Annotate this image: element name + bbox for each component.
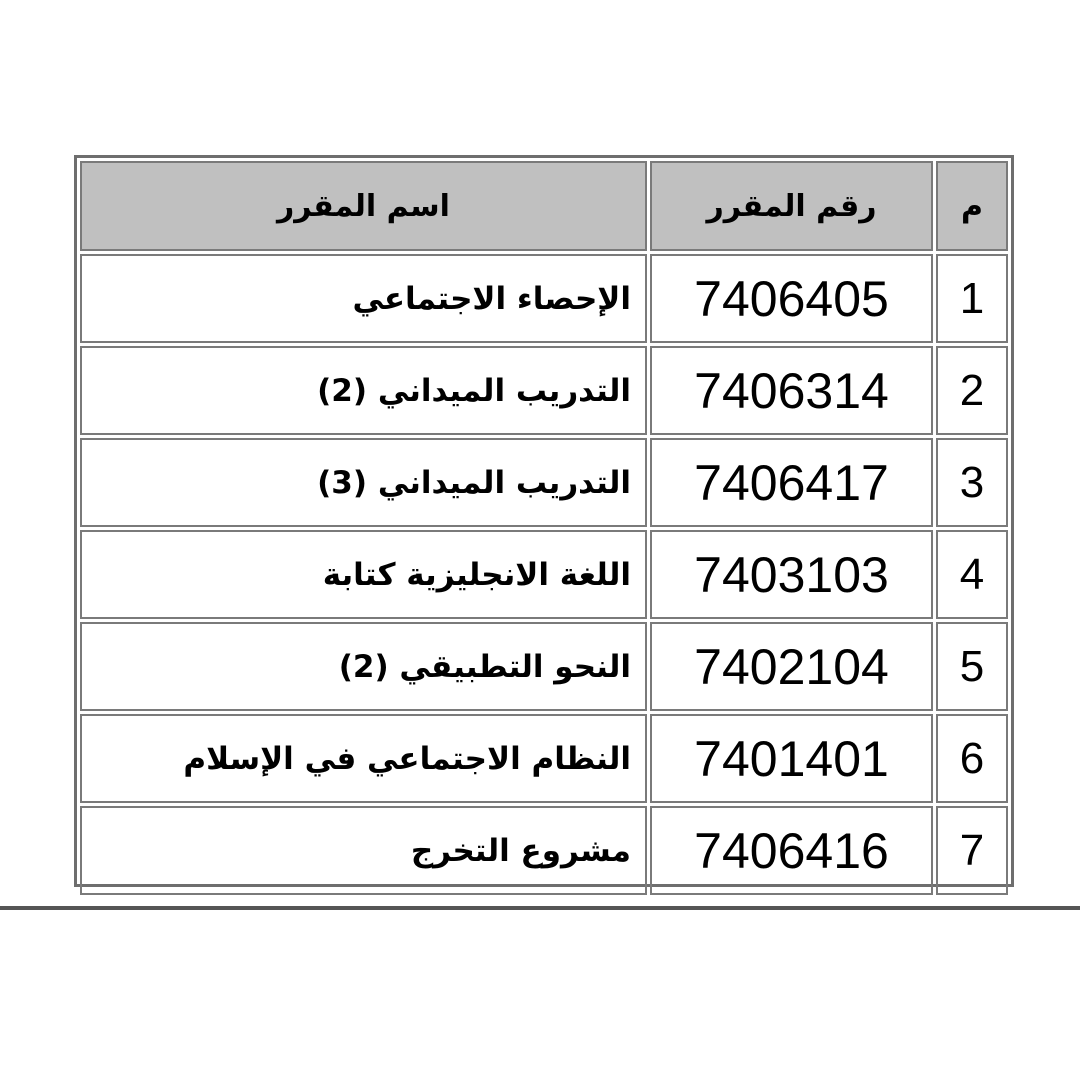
- course-name: التدريب الميداني (3): [80, 438, 647, 527]
- row-index: 6: [936, 714, 1008, 803]
- row-index: 1: [936, 254, 1008, 343]
- header-index: م: [936, 161, 1008, 251]
- course-code: 7406417: [650, 438, 933, 527]
- course-code: 7403103: [650, 530, 933, 619]
- course-code: 7406405: [650, 254, 933, 343]
- row-index: 5: [936, 622, 1008, 711]
- row-index: 3: [936, 438, 1008, 527]
- course-code: 7406416: [650, 806, 933, 895]
- course-name: اللغة الانجليزية كتابة: [80, 530, 647, 619]
- course-name: مشروع التخرج: [80, 806, 647, 895]
- row-index: 7: [936, 806, 1008, 895]
- table-row: [80, 530, 1008, 619]
- horizontal-divider: [0, 906, 1080, 910]
- row-index: 4: [936, 530, 1008, 619]
- row-index: 2: [936, 346, 1008, 435]
- table-row: [80, 622, 1008, 711]
- header-course-name: اسم المقرر: [80, 161, 647, 251]
- table-row: [80, 346, 1008, 435]
- table-header-row: [80, 161, 1008, 251]
- course-name: الإحصاء الاجتماعي: [80, 254, 647, 343]
- course-code: 7406314: [650, 346, 933, 435]
- course-code: 7402104: [650, 622, 933, 711]
- table-row: [80, 714, 1008, 803]
- table-row: [80, 254, 1008, 343]
- course-table: [77, 158, 1011, 898]
- header-course-code: رقم المقرر: [650, 161, 933, 251]
- course-table-frame: [74, 155, 1014, 887]
- course-code: 7401401: [650, 714, 933, 803]
- course-name: النحو التطبيقي (2): [80, 622, 647, 711]
- course-name: النظام الاجتماعي في الإسلام: [80, 714, 647, 803]
- table-row: [80, 438, 1008, 527]
- course-name: التدريب الميداني (2): [80, 346, 647, 435]
- table-row: [80, 806, 1008, 895]
